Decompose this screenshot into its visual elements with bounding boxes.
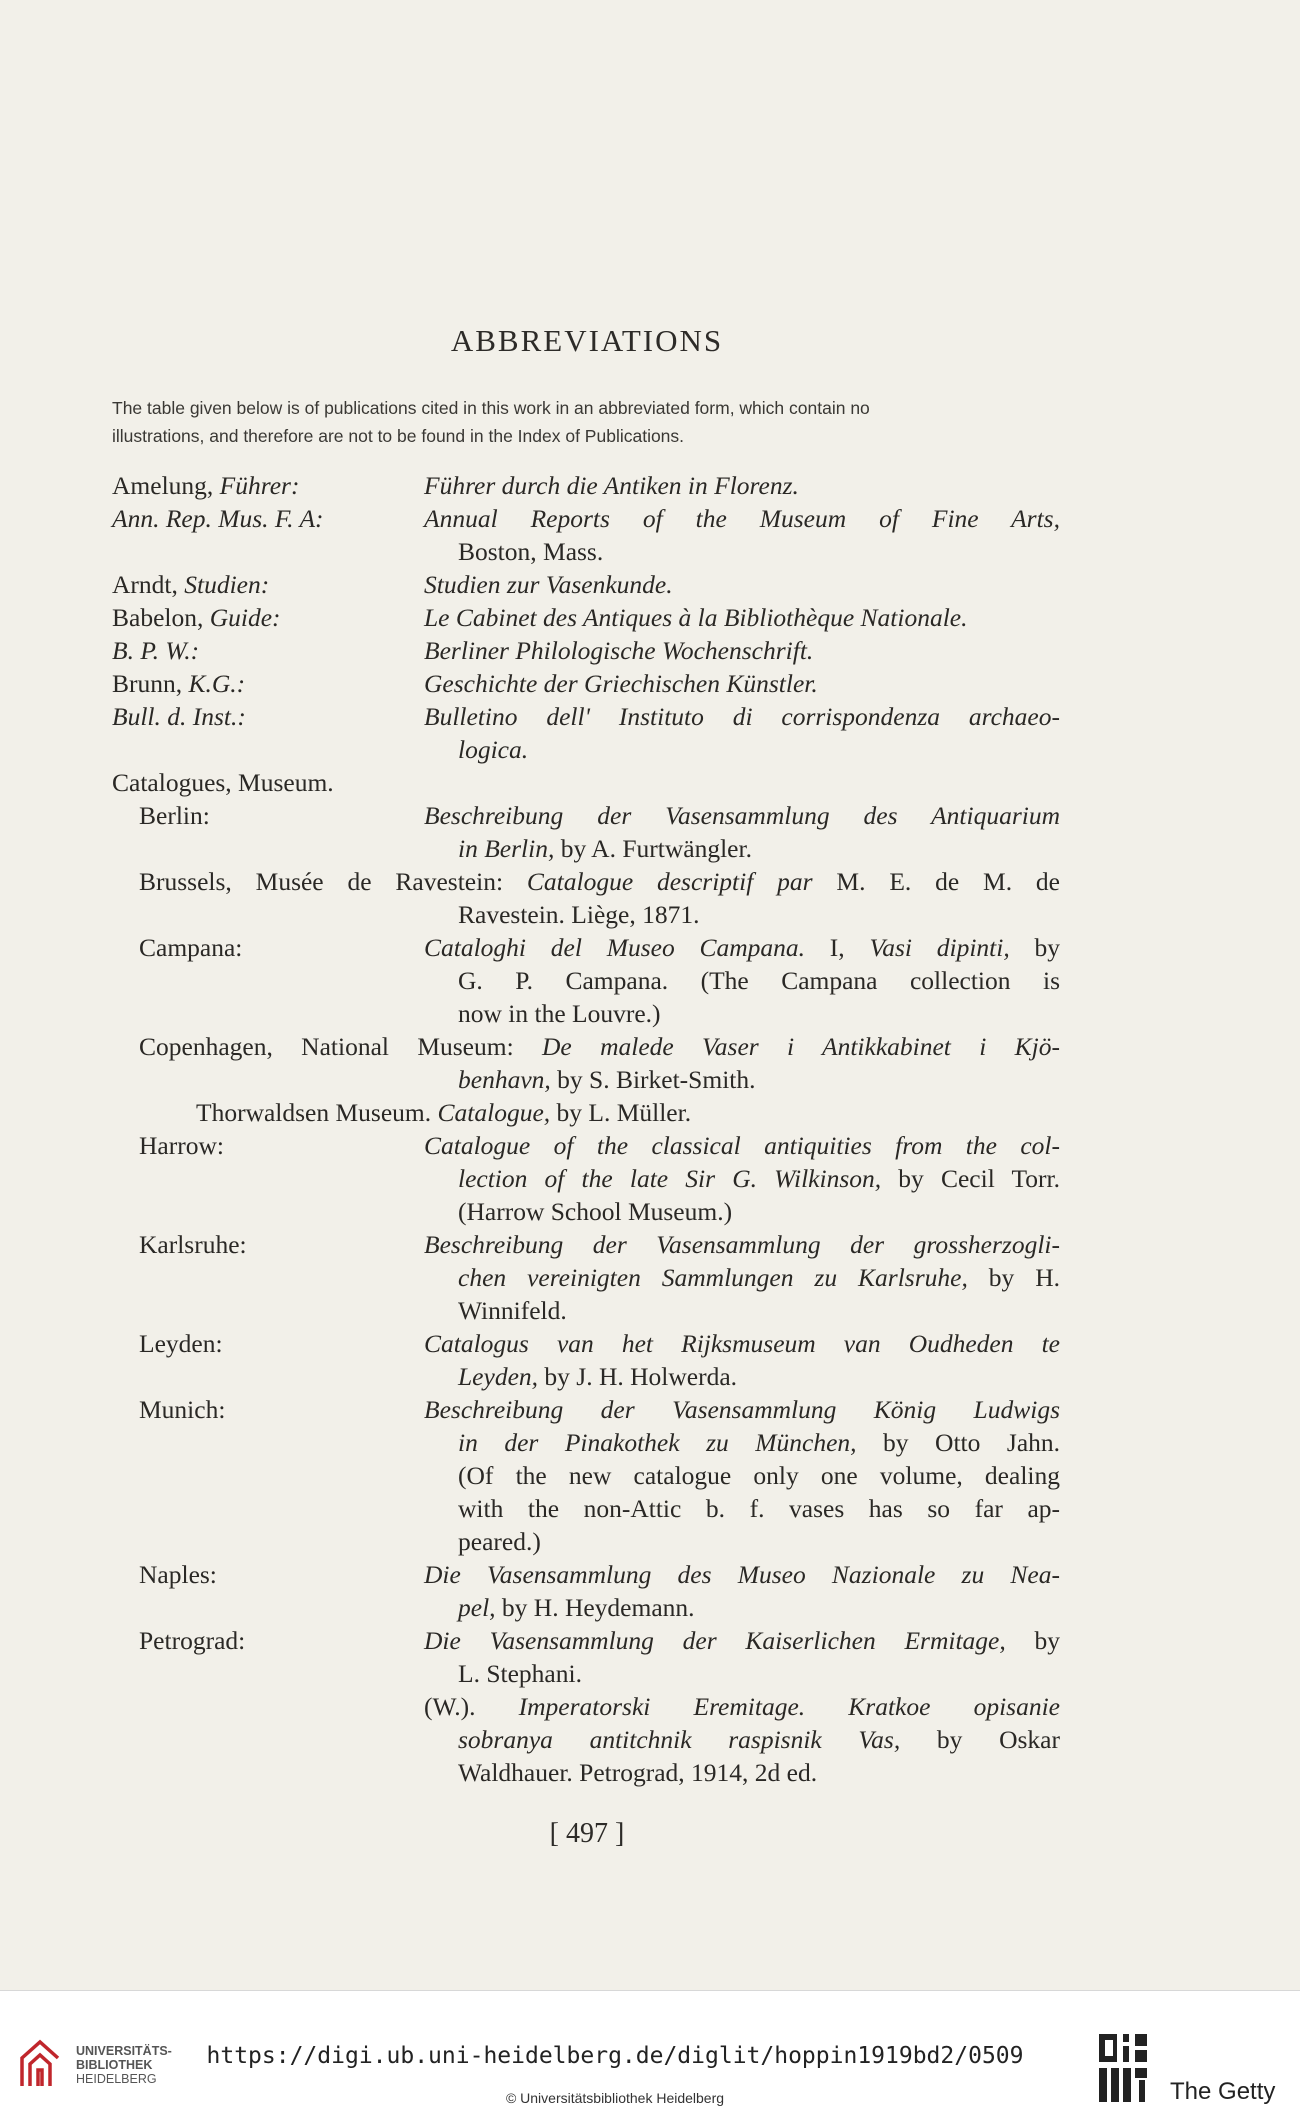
entry-value: Catalogus van het Rijksmuseum van Oudheden te — [424, 1329, 1060, 1358]
entry-value: Die Vasensammlung des Museo Nazionale zu Nea- — [424, 1560, 1060, 1589]
intro-text — [112, 394, 1062, 450]
entry-value-cont: Ravestein. Liège, 1871. — [458, 900, 700, 929]
entry-key: Petrograd: — [139, 1626, 246, 1655]
entry-value: Die Vasensammlung der Kaiserlichen Ermitage, by — [424, 1626, 1061, 1655]
entry-value-cont: benhavn, by S. Birket-Smith. — [458, 1065, 756, 1094]
entry-value-cont: Leyden, by J. H. Holwerda. — [458, 1362, 738, 1391]
entry-key: Berlin: — [139, 801, 210, 830]
entry-value-cont: with the non-Attic b. f. vases has so far ap- — [458, 1494, 1060, 1523]
university-library-name: UNIVERSITÄTS- BIBLIOTHEK HEIDELBERG — [76, 2044, 172, 2086]
entry-value-cont: pel, by H. Heydemann. — [458, 1593, 695, 1622]
entry-value-cont: chen vereinigten Sammlungen zu Karlsruhe, by H. — [458, 1263, 1060, 1292]
entry-value-cont: now in the Louvre.) — [458, 999, 661, 1028]
entry-key: Arndt, Studien: — [112, 570, 270, 599]
entry-value: Beschreibung der Vasensammlung König Ludwigs — [424, 1395, 1060, 1424]
entry-value: Studien zur Vasenkunde. — [424, 570, 673, 599]
entry-value: Berliner Philologische Wochenschrift. — [424, 636, 814, 665]
entry-key: Brunn, K.G.: — [112, 669, 246, 698]
permalink-url[interactable]: https://digi.ub.uni-heidelberg.de/diglit/hoppin1919bd2/0509 — [206, 2043, 1024, 2069]
entry-line: Brussels, Musée de Ravestein: Catalogue descriptif par M. E. de M. de — [139, 867, 1060, 896]
section-heading: Catalogues, Museum. — [112, 768, 334, 797]
entry-key: Babelon, Guide: — [112, 603, 281, 632]
getty-logo-icon — [1093, 2030, 1153, 2110]
entry-value-cont: logica. — [458, 735, 529, 764]
page-number: [ 497 ] — [549, 1818, 625, 1849]
entry-value-cont: in der Pinakothek zu München, by Otto Jahn. — [458, 1428, 1061, 1457]
entry-key: B. P. W.: — [112, 636, 200, 665]
entry-value: Beschreibung der Vasensammlung der grossherzogli- — [424, 1230, 1060, 1259]
entry-value-cont: lection of the late Sir G. Wilkinson, by Cecil Torr. — [458, 1164, 1060, 1193]
getty-name: The Getty — [1170, 2078, 1276, 2105]
entry-key: Amelung, Führer: — [112, 471, 300, 500]
entry-value-cont: L. Stephani. — [458, 1659, 582, 1688]
entry-value: Cataloghi del Museo Campana. I, Vasi dipinti, by — [424, 933, 1060, 962]
entry-value: Bulletino dell' Instituto di corrispondenza archaeo- — [424, 702, 1060, 731]
entry-value: (W.). Imperatorski Eremitage. Kratkoe opisanie — [424, 1692, 1060, 1721]
copyright-notice: © Universitätsbibliothek Heidelberg — [505, 2090, 725, 2106]
entry-value-cont: (Harrow School Museum.) — [458, 1197, 733, 1226]
entry-line: Thorwaldsen Museum. Catalogue, by L. Müller. — [196, 1098, 692, 1127]
entry-key: Naples: — [139, 1560, 217, 1589]
entry-key: Leyden: — [139, 1329, 223, 1358]
entry-key: Bull. d. Inst.: — [112, 702, 246, 731]
entry-value-cont: sobranya antitchnik raspisnik Vas, by Oskar — [458, 1725, 1060, 1754]
entry-value: Catalogue of the classical antiquities from the col- — [424, 1131, 1060, 1160]
entry-value: Annual Reports of the Museum of Fine Arts, — [424, 504, 1060, 533]
entry-line: Copenhagen, National Museum: De malede Vaser i Antikkabinet i Kjö- — [139, 1032, 1060, 1061]
entry-value-cont: (Of the new catalogue only one volume, dealing — [458, 1461, 1060, 1490]
entry-key: Campana: — [139, 933, 243, 962]
entry-key: Munich: — [139, 1395, 226, 1424]
entry-value-cont: peared.) — [458, 1527, 541, 1556]
intro-line: illustrations, and therefore are not to be found in the Index of Publications. — [112, 426, 685, 446]
entry-key: Harrow: — [139, 1131, 224, 1160]
entry-value: Geschichte der Griechischen Künstler. — [424, 669, 818, 698]
page-title: ABBREVIATIONS — [450, 323, 724, 358]
entry-value: Beschreibung der Vasensammlung des Antiquarium — [424, 801, 1060, 830]
entry-value-cont: Boston, Mass. — [458, 537, 604, 566]
entry-value-cont: Waldhauer. Petrograd, 1914, 2d ed. — [458, 1758, 818, 1787]
entry-key: Ann. Rep. Mus. F. A: — [112, 504, 324, 533]
entry-value-cont: in Berlin, by A. Furtwängler. — [458, 834, 752, 863]
entry-key: Karlsruhe: — [139, 1230, 247, 1259]
entry-value-cont: Winnifeld. — [458, 1296, 567, 1325]
entry-value: Le Cabinet des Antiques à la Bibliothèque Nationale. — [424, 603, 968, 632]
intro-line: The table given below is of publications cited in this work in an abbreviated form, which contain no — [112, 398, 870, 418]
entry-value: Führer durch die Antiken in Florenz. — [424, 471, 799, 500]
entry-value-cont: G. P. Campana. (The Campana collection is — [458, 966, 1060, 995]
